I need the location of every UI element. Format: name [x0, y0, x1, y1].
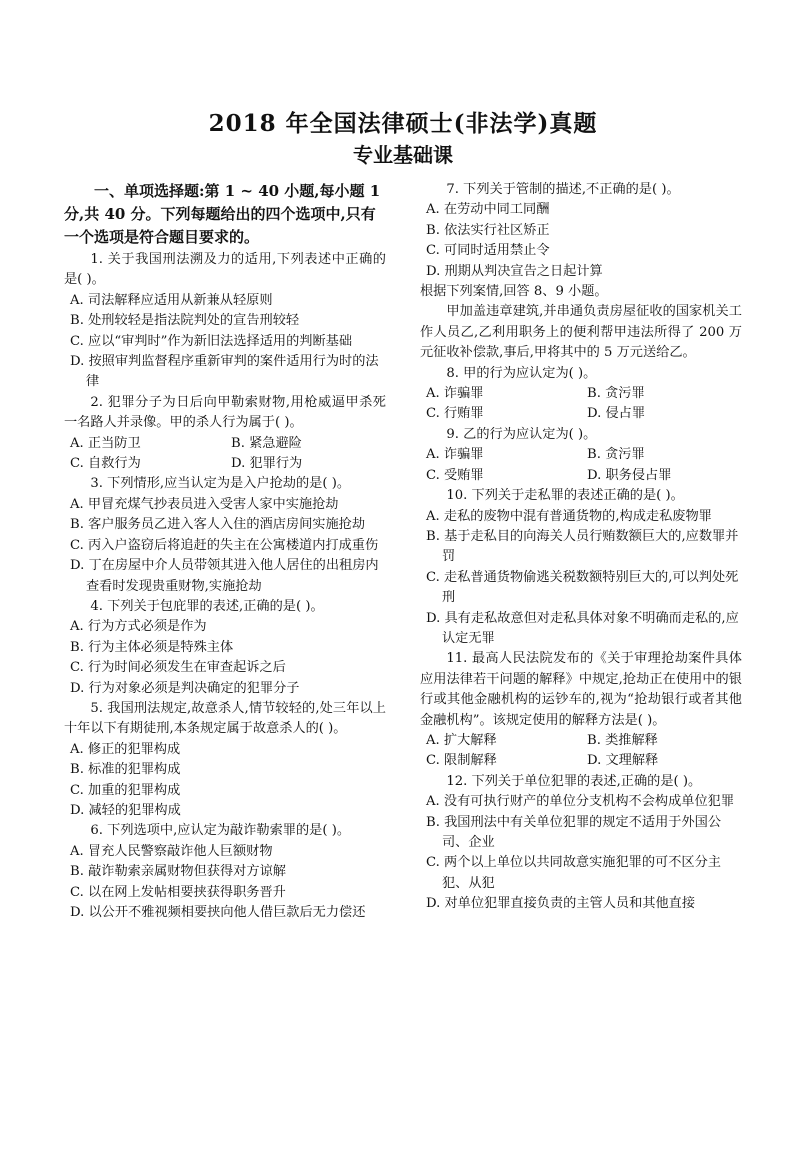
option-a: A. 没有可执行财产的单位分支机构不会构成单位犯罪 — [426, 794, 735, 810]
page-title: 2018 年全国法律硕士(非法学)真题 — [208, 110, 598, 137]
two-column-body — [64, 180, 742, 923]
option-a: A. 甲冒充煤气抄表员进入受害人家中实施抢劫 — [70, 496, 339, 512]
option-d: D. 减轻的犯罪构成 — [70, 802, 181, 818]
section-heading: 一、单项选择题:第 1 ~ 40 小题,每小题 1 分,共 40 分。下列每题给出的四个选项中,只有一个选项是符合题目要求的。 — [64, 182, 381, 246]
option-a: A. 扩大解释 — [426, 732, 497, 748]
option-d: D. 犯罪行为 — [231, 456, 303, 472]
option-d: D. 具有走私故意但对走私具体对象不明确而走私的,应认定无罪 — [426, 610, 739, 646]
option-d: D. 丁在房屋中介人员带领其进入他人居住的出租房内查看时发现贵重财物,实施抢劫 — [70, 558, 379, 594]
option-c: C. 以在网上发帖相要挟获得职务晋升 — [70, 884, 286, 900]
option-c: C. 应以“审判时”作为新旧法选择适用的判断基础 — [70, 333, 353, 349]
option-c: C. 行贿罪 — [426, 406, 484, 422]
question-8 — [420, 364, 742, 425]
option-c: C. 加重的犯罪构成 — [70, 782, 181, 798]
question-stem: 2. 犯罪分子为日后向甲勒索财物,用枪威逼甲杀死一名路人并录像。甲的杀人行为属于( )。 — [64, 394, 386, 431]
option-b: B. 类推解释 — [587, 732, 658, 748]
option-a: A. 诈骗罪 — [426, 386, 484, 402]
question-2 — [64, 393, 386, 475]
question-stem: 12. 下列关于单位犯罪的表述,正确的是( )。 — [446, 773, 702, 789]
question-stem: 4. 下列关于包庇罪的表述,正确的是( )。 — [90, 598, 324, 614]
question-stem: 1. 关于我国刑法溯及力的适用,下列表述中正确的是( )。 — [64, 252, 386, 288]
question-stem: 3. 下列情形,应当认定为是入户抢劫的是( )。 — [90, 476, 351, 492]
option-c: C. 限制解释 — [426, 753, 497, 769]
option-d: D. 职务侵占罪 — [587, 467, 672, 483]
question-stem: 11. 最高人民法院发布的《关于审理抢劫案件具体应用法律若干问题的解释》中规定,抢劫正在使用中的银行或其他金融机构的运钞车的,视为“抢劫银行或者其他金融机构”。该规定使用的解释方法是( )。 — [420, 651, 742, 728]
question-10 — [420, 486, 742, 649]
question-4 — [64, 597, 386, 699]
option-b: B. 贪污罪 — [587, 386, 645, 402]
option-a: A. 司法解释应适用从新兼从轻原则 — [70, 292, 273, 308]
option-b: B. 行为主体必须是特殊主体 — [70, 639, 234, 655]
option-b: B. 基于走私目的向海关人员行贿数额巨大的,应数罪并罚 — [426, 528, 739, 565]
option-d: D. 侵占罪 — [587, 406, 646, 422]
question-stem: 6. 下列选项中,应认定为敲诈勒索罪的是( )。 — [90, 823, 351, 839]
option-d: D. 以公开不雅视频相要挟向他人借巨款后无力偿还 — [70, 905, 366, 920]
option-c: C. 两个以上单位以共同故意实施犯罪的可不区分主犯、从犯 — [426, 855, 721, 891]
option-b: B. 敲诈勒索亲属财物但获得对方谅解 — [70, 864, 286, 880]
option-row — [420, 445, 742, 465]
case-lead: 根据下列案情,回答 8、9 小题。 — [420, 284, 608, 300]
question-stem: 9. 乙的行为应认定为( )。 — [446, 426, 597, 442]
option-a: A. 冒充人民警察敲诈他人巨额财物 — [70, 843, 273, 859]
option-a: A. 走私的废物中混有普通货物的,构成走私废物罪 — [426, 508, 712, 524]
option-d: D. 行为对象必须是判决确定的犯罪分子 — [70, 680, 300, 696]
left-column — [64, 180, 386, 923]
option-b: B. 标准的犯罪构成 — [70, 762, 181, 778]
question-11 — [420, 649, 742, 771]
question-6 — [64, 821, 386, 923]
option-row — [64, 454, 386, 474]
option-a: A. 修正的犯罪构成 — [70, 741, 181, 757]
option-a: A. 诈骗罪 — [426, 447, 484, 463]
question-1 — [64, 250, 386, 393]
option-c: C. 丙入户盗窃后将追赶的失主在公寓楼道内打成重伤 — [70, 537, 379, 553]
option-c: C. 行为时间必须发生在审查起诉之后 — [70, 660, 286, 676]
option-c: C. 可同时适用禁止令 — [426, 243, 550, 259]
option-c: C. 受贿罪 — [426, 467, 484, 483]
option-b: B. 处刑较轻是指法院判处的宣告刑较轻 — [70, 313, 300, 329]
option-b: B. 客户服务员乙进入客人入住的酒店房间实施抢劫 — [70, 517, 366, 533]
option-a: A. 正当防卫 — [70, 435, 141, 451]
option-b: B. 紧急避险 — [231, 435, 302, 451]
option-b: B. 我国刑法中有关单位犯罪的规定不适用于外国公司、企业 — [426, 814, 722, 850]
option-c: C. 走私普通货物偷逃关税数额特别巨大的,可以判处死刑 — [426, 569, 739, 606]
right-column — [420, 180, 742, 923]
option-d: D. 对单位犯罪直接负责的主管人员和其他直接 — [426, 896, 696, 912]
option-row — [420, 731, 742, 751]
page-subtitle: 专业基础课 — [353, 143, 453, 167]
option-b: B. 贪污罪 — [587, 447, 645, 463]
option-row — [64, 434, 386, 454]
option-d: D. 文理解释 — [587, 753, 659, 769]
option-d: D. 刑期从判决宣告之日起计算 — [426, 263, 603, 279]
option-row — [420, 404, 742, 424]
question-stem: 8. 甲的行为应认定为( )。 — [446, 365, 597, 381]
question-12 — [420, 772, 742, 915]
question-stem: 5. 我国刑法规定,故意杀人,情节较轻的,处三年以上十年以下有期徒刑,本条规定属于故意杀人的( )。 — [64, 700, 386, 737]
question-7 — [420, 180, 742, 282]
option-a: A. 在劳动中同工同酬 — [426, 202, 550, 218]
option-row — [420, 384, 742, 404]
question-stem: 7. 下列关于管制的描述,不正确的是( )。 — [446, 182, 680, 197]
case-text: 甲加盖违章建筑,并串通负责房屋征收的国家机关工作人员乙,乙利用职务上的便利帮甲违法所得了 200 万元征收补偿款,事后,甲将其中的 5 万元送给乙。 — [420, 304, 742, 361]
option-row — [420, 466, 742, 486]
question-5 — [64, 699, 386, 821]
option-row — [420, 751, 742, 771]
question-3 — [64, 474, 386, 596]
option-a: A. 行为方式必须是作为 — [70, 619, 207, 635]
question-stem: 10. 下列关于走私罪的表述正确的是( )。 — [446, 488, 684, 504]
option-c: C. 自救行为 — [70, 456, 141, 472]
option-d: D. 按照审判监督程序重新审判的案件适用行为时的法律 — [70, 354, 379, 390]
question-9 — [420, 425, 742, 486]
option-b: B. 依法实行社区矫正 — [426, 222, 550, 238]
